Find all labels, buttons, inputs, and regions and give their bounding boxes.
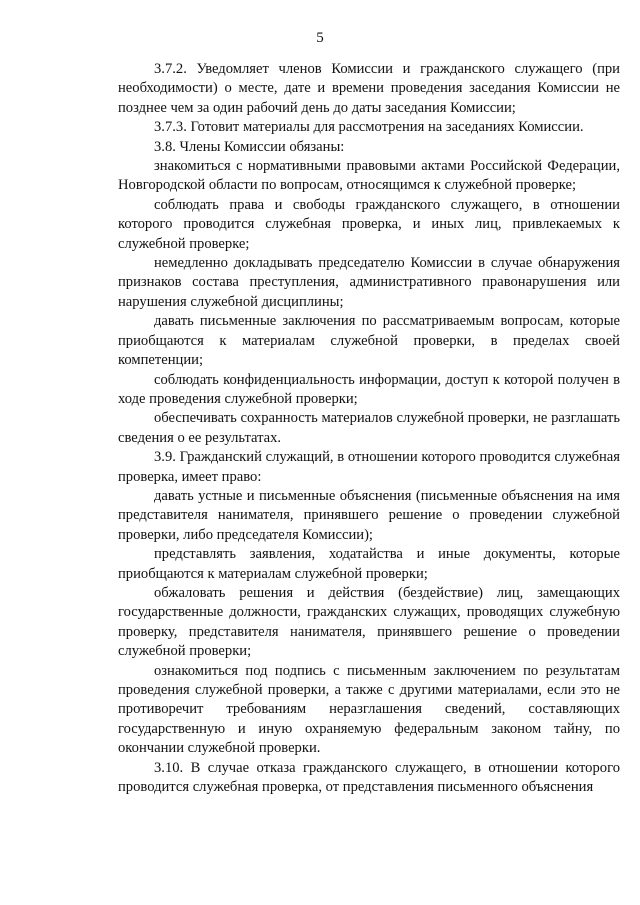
paragraph-duty-conclusions: давать письменные заключения по рассматриваемым вопросам, которые приобщаются к материалам служебной проверки, в пределах своей компетенции; — [118, 313, 620, 369]
paragraph-3-7-2: 3.7.2. Уведомляет членов Комиссии и гражданского служащего (при необходимости) о месте, дате и времени проведения заседания Комиссии не позднее чем за один рабочий день до даты заседания Комиссии; — [118, 61, 620, 116]
paragraph-right-review: ознакомиться под подпись с письменным заключением по результатам проведения служебной проверки, а также с другими материалами, если это не противоречит требованиям неразглашения сведений, составляющих государственную и иную охраняемую федеральным законом тайну, по окончании служебной проверки. — [118, 662, 620, 757]
paragraph-3-7-3: 3.7.3. Готовит материалы для рассмотрения на заседаниях Комиссии. — [154, 119, 584, 136]
paragraph-right-statements: представлять заявления, ходатайства и иные документы, которые приобщаются к материалам служебной проверки; — [118, 546, 620, 582]
paragraph-duty-report: немедленно докладывать председателю Комиссии в случае обнаружения признаков состава преступления, административного правонарушения или нарушения служебной дисциплины; — [118, 255, 620, 310]
paragraph-right-appeal: обжаловать решения и действия (бездействие) лиц, замещающих государственные должности, гражданских служащих, проводящих служебную проверку, представителя нанимателя, принявшего решение о проведении служебной проверки; — [118, 584, 620, 660]
paragraph-duty-rights: соблюдать права и свободы гражданского служащего, в отношении которого проводится служебная проверка, и иных лиц, привлекаемых к служебной проверке; — [118, 196, 620, 252]
paragraph-3-9-heading: 3.9. Гражданский служащий, в отношении которого проводится служебная проверка, имеет право: — [118, 449, 620, 485]
paragraph-duty-safekeeping: обеспечивать сохранность материалов служебной проверки, не разглашать сведения о ее результатах. — [118, 410, 620, 446]
paragraph-right-explanations: давать устные и письменные объяснения (письменные объяснения на имя представителя нанимателя, принявшего решение о проведении служебной проверки, либо председателя Комиссии); — [118, 487, 620, 543]
paragraph-duty-confidentiality: соблюдать конфиденциальность информации, доступ к которой получен в ходе проведения служебной проверки; — [118, 371, 620, 407]
paragraph-3-8-heading: 3.8. Члены Комиссии обязаны: — [154, 138, 345, 155]
paragraph-3-10: 3.10. В случае отказа гражданского служащего, в отношении которого проводится служебная проверка, от представления письменного объяснения — [118, 759, 620, 796]
document-body — [118, 60, 620, 797]
paragraph-duty-familiarize: знакомиться с нормативными правовыми актами Российской Федерации, Новгородской области по вопросам, относящимся к служебной проверке; — [118, 158, 620, 194]
page-number: 5 — [316, 30, 324, 46]
